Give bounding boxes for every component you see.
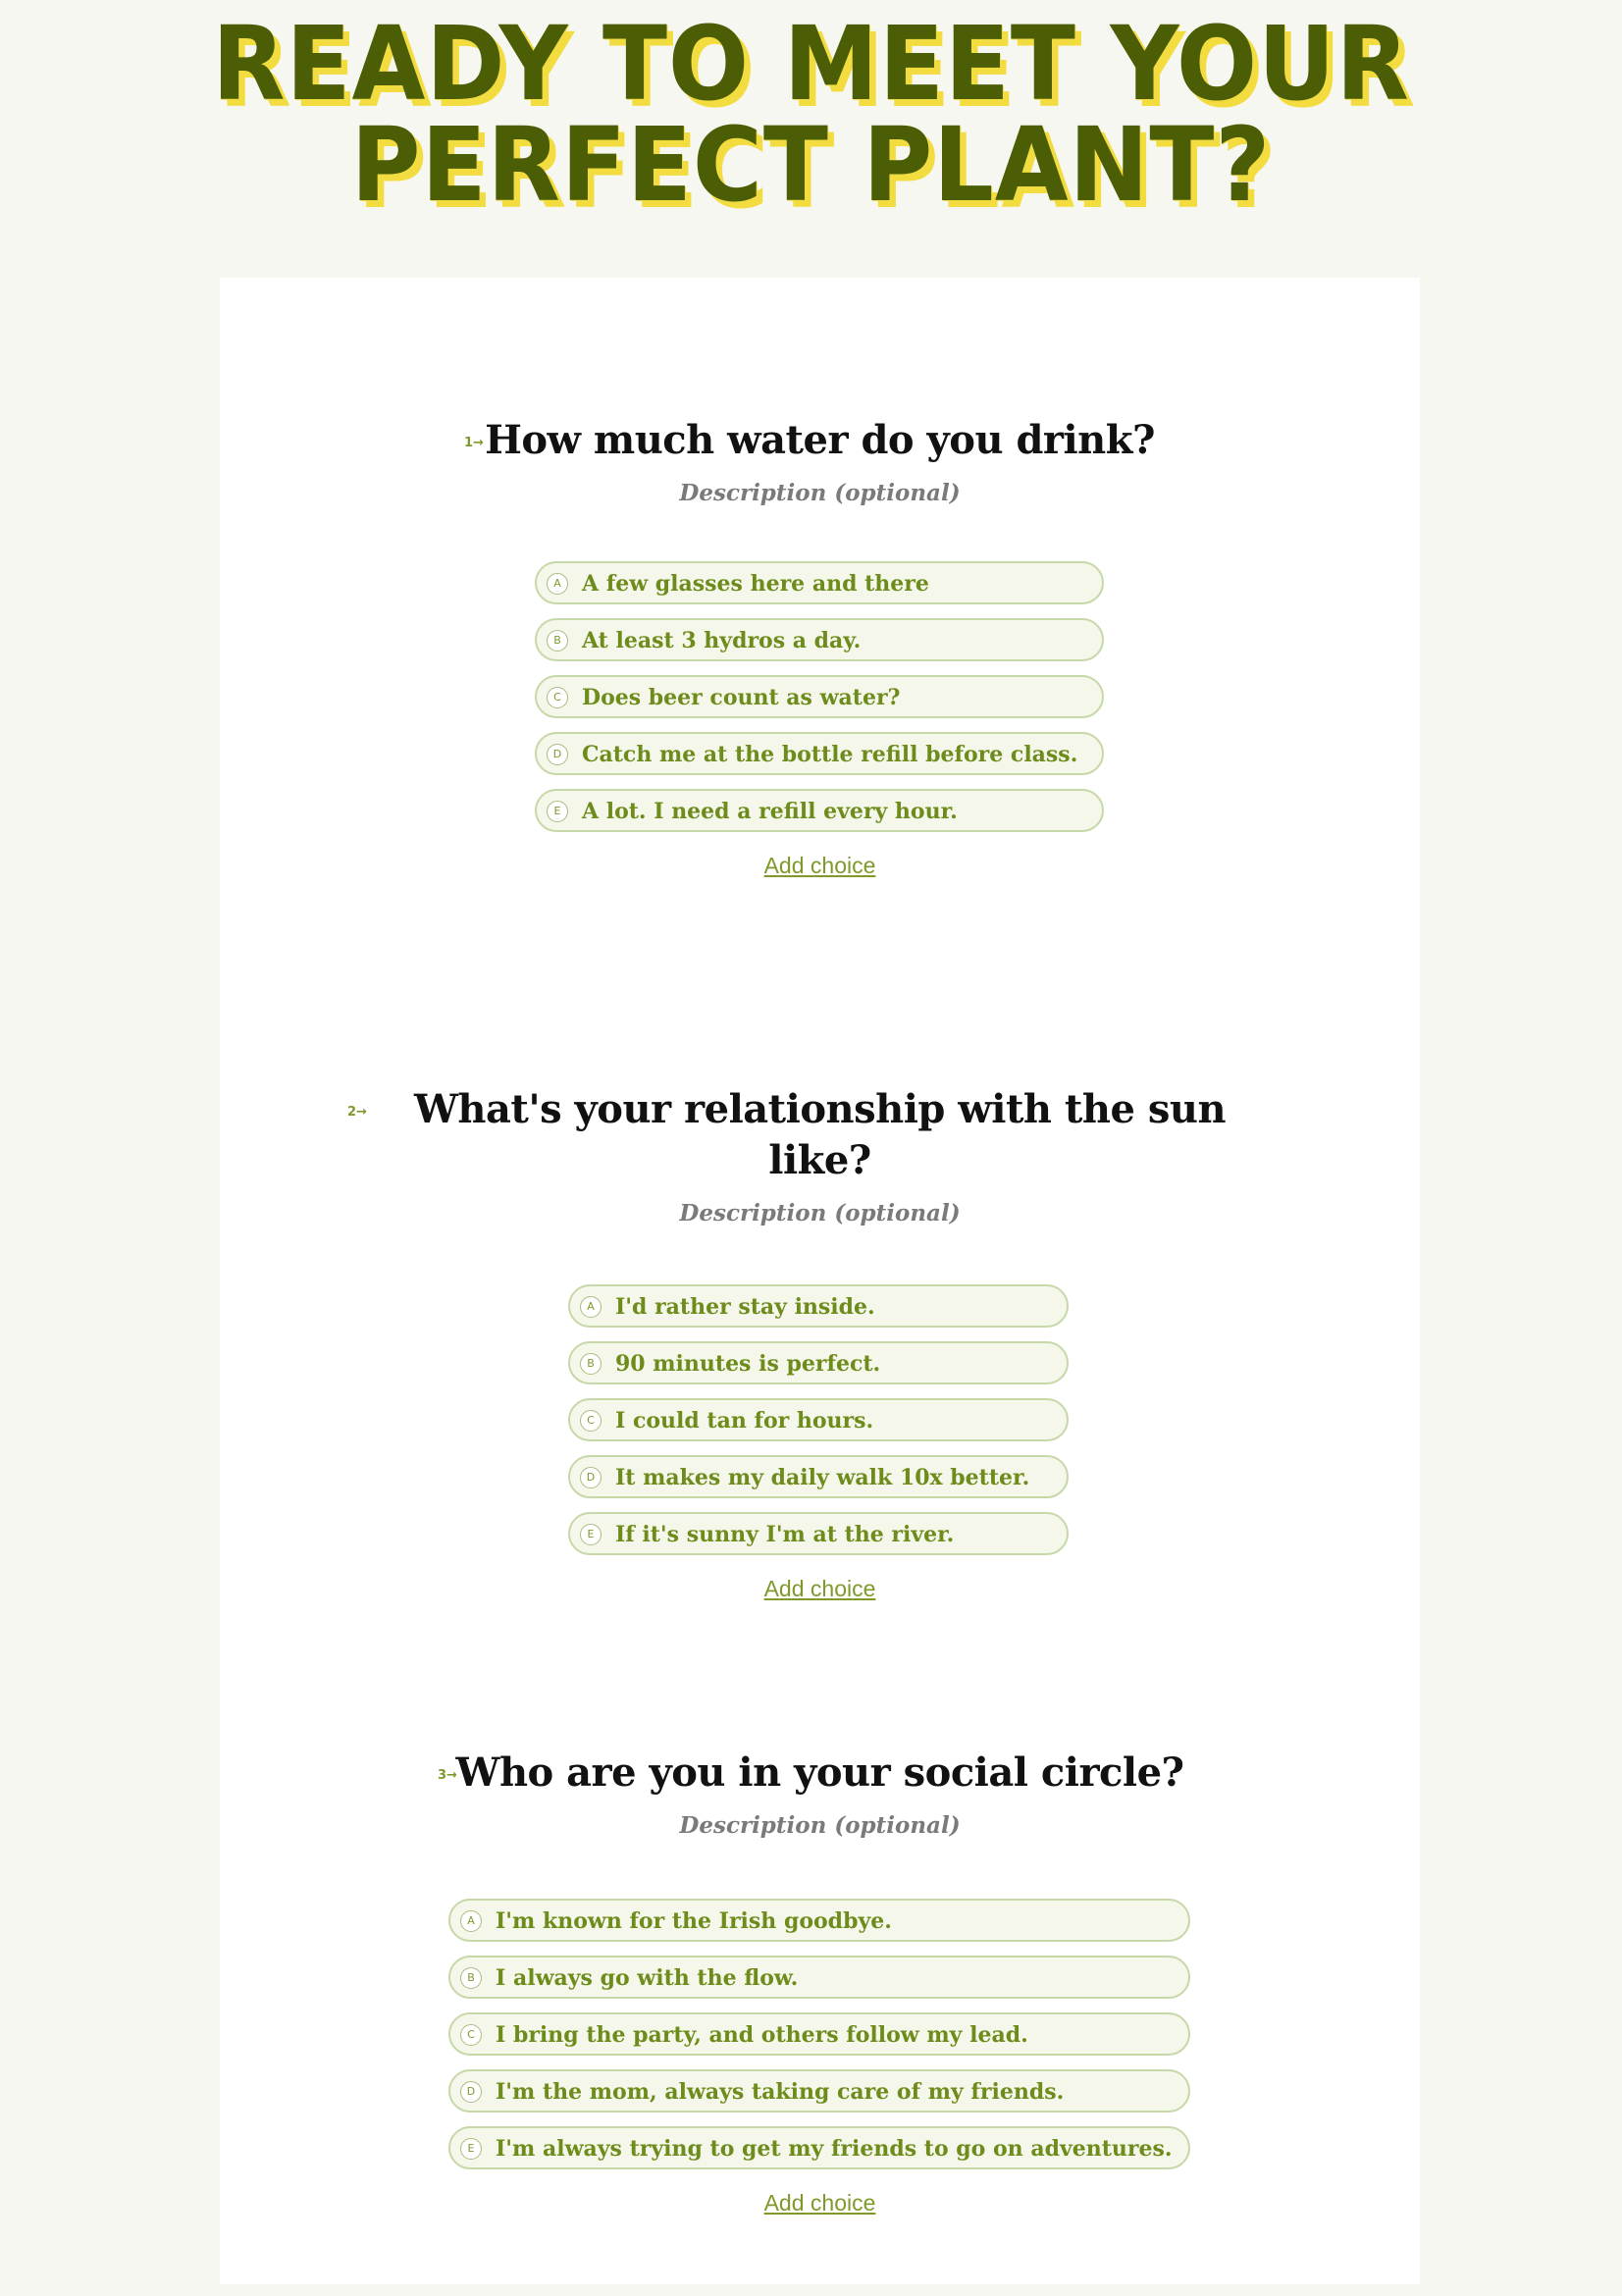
choice-c[interactable]: [568, 1398, 1069, 1441]
choice-key-badge: A: [580, 1296, 602, 1318]
choice-a[interactable]: [568, 1284, 1069, 1328]
choice-key-badge: E: [460, 2138, 482, 2160]
choice-label[interactable]: Catch me at the bottle refill before class.: [582, 742, 1078, 767]
choice-key-badge: E: [547, 801, 568, 822]
add-choice-link[interactable]: Add choice: [763, 1576, 876, 1601]
choice-e[interactable]: [448, 2126, 1190, 2169]
add-choice-link[interactable]: Add choice: [763, 853, 876, 878]
choice-key-badge: C: [460, 2024, 482, 2046]
page-title-line-2: PERFECT PLANT?: [350, 105, 1272, 225]
form-card: [220, 278, 1420, 2284]
choice-label[interactable]: A few glasses here and there: [582, 571, 929, 597]
question-number: 2→: [347, 1105, 367, 1120]
choice-label[interactable]: I'm the mom, always taking care of my friends.: [496, 2079, 1065, 2105]
hero-header: [0, 0, 1622, 275]
question-title[interactable]: How much water do you drink?: [485, 417, 1155, 463]
choice-e[interactable]: [535, 789, 1104, 832]
choice-key-badge: B: [460, 1967, 482, 1989]
choice-a[interactable]: [535, 561, 1104, 604]
question-number: 1→: [464, 436, 484, 450]
question-title[interactable]: What's your relationship with the sun like?: [413, 1086, 1227, 1183]
choice-label[interactable]: It makes my daily walk 10x better.: [615, 1465, 1030, 1490]
choice-key-badge: A: [547, 573, 568, 595]
choice-label[interactable]: I always go with the flow.: [496, 1965, 799, 1991]
choice-key-badge: D: [580, 1467, 602, 1488]
choice-label[interactable]: I'm known for the Irish goodbye.: [496, 1908, 892, 1934]
question-title[interactable]: Who are you in your social circle?: [455, 1749, 1184, 1796]
choice-b[interactable]: [535, 618, 1104, 661]
choice-d[interactable]: [568, 1455, 1069, 1498]
choice-label[interactable]: If it's sunny I'm at the river.: [615, 1522, 955, 1547]
choice-key-badge: E: [580, 1524, 602, 1545]
question-description[interactable]: Description (optional): [679, 1200, 961, 1226]
page-title: [57, 4, 1565, 225]
choice-d[interactable]: [448, 2069, 1190, 2113]
question-2: [220, 1084, 1420, 1226]
choice-key-badge: B: [547, 630, 568, 652]
page-title-line-1: READY TO MEET YOUR: [212, 4, 1410, 124]
choice-key-badge: C: [547, 687, 568, 708]
choice-d[interactable]: [535, 732, 1104, 775]
choice-label[interactable]: At least 3 hydros a day.: [582, 628, 862, 653]
choice-label[interactable]: I'm always trying to get my friends to go on adventures.: [496, 2136, 1173, 2162]
add-choice-link[interactable]: Add choice: [763, 2190, 876, 2216]
choice-key-badge: D: [460, 2081, 482, 2103]
choice-c[interactable]: [535, 675, 1104, 718]
choice-b[interactable]: [448, 1956, 1190, 1999]
choice-label[interactable]: A lot. I need a refill every hour.: [582, 799, 958, 824]
choice-key-badge: D: [547, 744, 568, 765]
choice-label[interactable]: Does beer count as water?: [582, 685, 901, 710]
question-description[interactable]: Description (optional): [679, 1812, 961, 1839]
question-3: [220, 1748, 1420, 1839]
choice-key-badge: A: [460, 1910, 482, 1932]
choice-key-badge: B: [580, 1353, 602, 1375]
question-number: 3→: [438, 1768, 457, 1783]
question-description[interactable]: Description (optional): [679, 480, 961, 506]
choice-key-badge: C: [580, 1410, 602, 1432]
choice-label[interactable]: I'd rather stay inside.: [615, 1294, 875, 1320]
choice-a[interactable]: [448, 1899, 1190, 1942]
choice-b[interactable]: [568, 1341, 1069, 1384]
choice-e[interactable]: [568, 1512, 1069, 1555]
choice-label[interactable]: 90 minutes is perfect.: [615, 1351, 881, 1377]
choice-label[interactable]: I could tan for hours.: [615, 1408, 874, 1434]
choice-label[interactable]: I bring the party, and others follow my lead.: [496, 2022, 1028, 2048]
choice-c[interactable]: [448, 2012, 1190, 2056]
question-1: [220, 415, 1420, 506]
